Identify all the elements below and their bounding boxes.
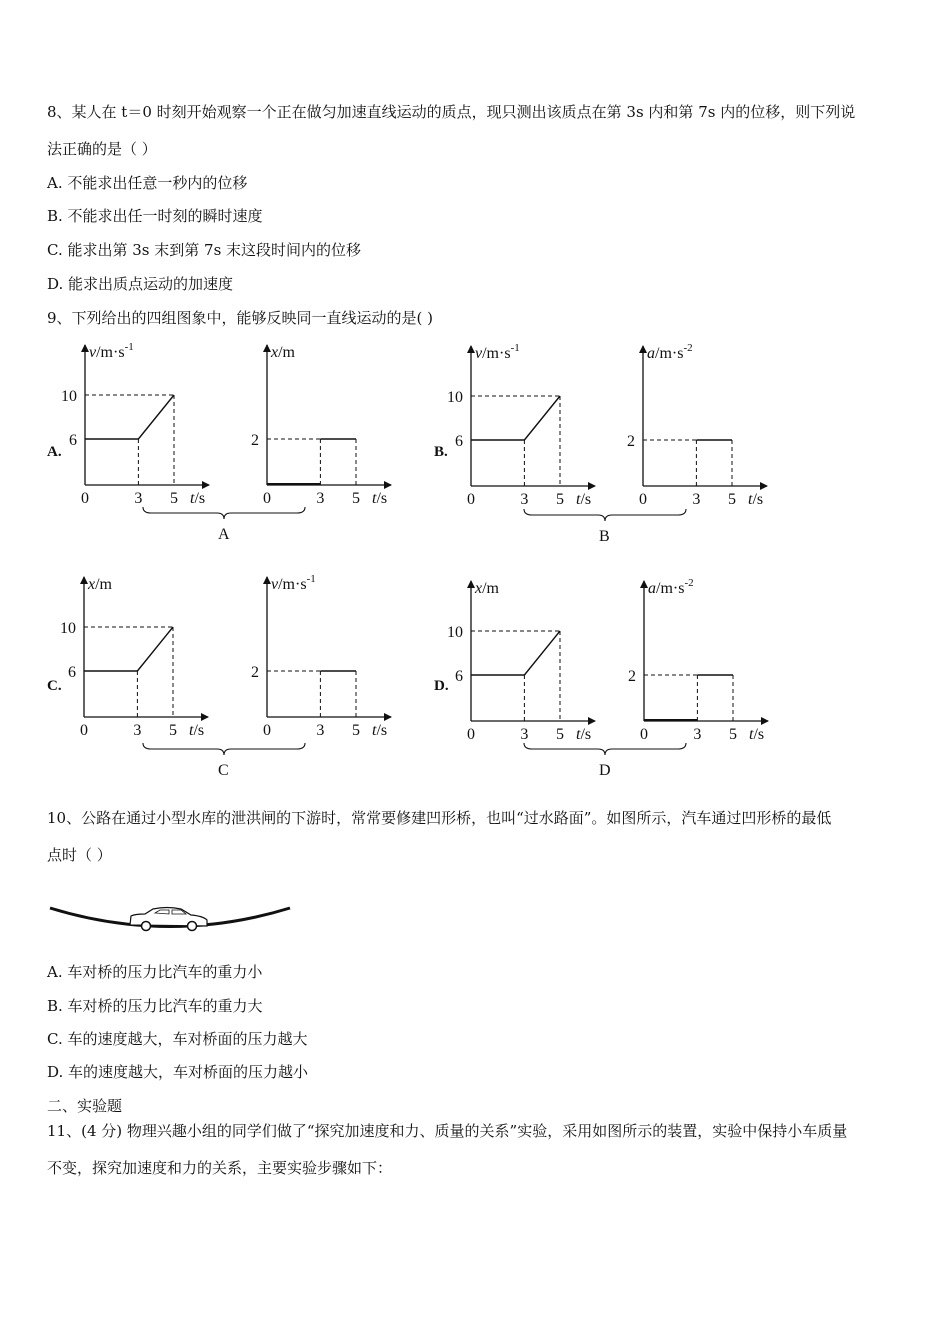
q10-option-b: B. 车对桥的压力比汽车的重力大	[47, 997, 263, 1015]
y-tick-label: 6	[455, 668, 463, 685]
q8-option-a: A. 不能求出任意一秒内的位移	[47, 174, 248, 192]
x-tick-label: 0	[467, 491, 475, 508]
group-brace-label: C	[218, 762, 229, 779]
data-line	[85, 395, 174, 439]
x-tick-label: 5	[352, 722, 360, 739]
t-axis-label: t/s	[190, 490, 206, 507]
x-tick-label: 3	[316, 490, 325, 507]
concave-bridge-figure	[45, 893, 305, 943]
x-tick-label: 5	[170, 490, 178, 507]
x-tick-label: 5	[729, 726, 737, 743]
t-axis-label: t/s	[576, 491, 592, 508]
y-tick-label: 10	[60, 620, 76, 637]
x-tick-label: 3	[692, 491, 701, 508]
data-line	[471, 631, 560, 675]
data-line	[471, 396, 560, 440]
y-tick-label: 6	[69, 432, 77, 449]
graph-a-right	[251, 344, 391, 507]
graph-b-right	[627, 342, 767, 508]
q10-option-a: A. 车对桥的压力比汽车的重力小	[47, 963, 263, 981]
x-tick-label: 5	[728, 491, 736, 508]
x-tick-label: 3	[520, 491, 529, 508]
group-brace	[143, 743, 305, 755]
x-tick-label: 0	[263, 490, 271, 507]
t-axis-label: t/s	[749, 726, 765, 743]
x-tick-label: 3	[316, 722, 325, 739]
y-axis-label: $v/m\cdot s^{-1}$	[271, 573, 316, 593]
y-tick-label: 10	[61, 388, 77, 405]
graph-d-left	[434, 580, 595, 743]
graph-c-right	[251, 573, 391, 739]
y-axis-label: x/m	[271, 344, 295, 361]
q10-stem-line1: 10、公路在通过小型水库的泄洪闸的下游时，常常要修建凹形桥，也叫“过水路面”。如图所示，汽车通过凹形桥的最低	[47, 809, 832, 827]
y-tick-label: 10	[447, 624, 463, 641]
q9-graph-panel	[0, 335, 950, 785]
x-tick-label: 0	[81, 490, 89, 507]
q8-stem-line2: 法正确的是（ ）	[47, 140, 157, 158]
t-axis-label: t/s	[372, 722, 388, 739]
y-axis-label: $a/m\cdot s^{-2}$	[648, 577, 694, 597]
y-axis-label: $v/m\cdot s^{-1}$	[475, 342, 520, 362]
y-tick-label: 6	[68, 664, 76, 681]
group-brace	[524, 509, 686, 521]
group-brace-label: D	[599, 762, 611, 779]
x-tick-label: 3	[520, 726, 529, 743]
option-letter: A.	[47, 444, 62, 460]
q10-option-d: D. 车的速度越大，车对桥面的压力越小	[47, 1063, 309, 1081]
q8-option-d: D. 能求出质点运动的加速度	[47, 275, 234, 293]
group-brace-label: A	[218, 526, 230, 543]
x-tick-label: 5	[169, 722, 177, 739]
data-line	[84, 627, 173, 671]
option-letter: C.	[47, 678, 62, 694]
graph-group-b	[434, 342, 767, 545]
t-axis-label: t/s	[372, 490, 388, 507]
t-axis-label: t/s	[748, 491, 764, 508]
y-axis-label: x/m	[88, 576, 112, 593]
x-tick-label: 0	[467, 726, 475, 743]
x-tick-label: 0	[639, 491, 647, 508]
x-tick-label: 0	[640, 726, 648, 743]
group-brace	[143, 507, 305, 519]
x-tick-label: 3	[693, 726, 702, 743]
graph-d-right	[628, 577, 768, 743]
q10-option-c: C. 车的速度越大，车对桥面的压力越大	[47, 1030, 308, 1048]
section-heading: 二、实验题	[47, 1097, 123, 1115]
group-brace	[524, 743, 686, 755]
q11-stem-line2: 不变，探究加速度和力的关系，主要实验步骤如下：	[47, 1159, 393, 1177]
option-letter: B.	[434, 444, 448, 460]
q8-option-b: B. 不能求出任一时刻的瞬时速度	[47, 207, 263, 225]
y-tick-label: 10	[447, 389, 463, 406]
y-tick-label: 2	[628, 668, 636, 685]
y-axis-label: $a/m\cdot s^{-2}$	[647, 342, 693, 362]
x-tick-label: 3	[134, 490, 143, 507]
group-brace-label: B	[599, 528, 610, 545]
y-axis-label: x/m	[475, 580, 499, 597]
graph-group-c	[47, 573, 391, 779]
y-tick-label: 2	[251, 432, 259, 449]
y-axis-label: $v/m\cdot s^{-1}$	[89, 341, 134, 361]
graph-b-left	[434, 342, 595, 508]
q9-stem: 9、下列给出的四组图象中，能够反映同一直线运动的是( )	[47, 309, 434, 327]
option-letter: D.	[434, 678, 449, 694]
y-tick-label: 2	[251, 664, 259, 681]
y-tick-label: 2	[627, 433, 635, 450]
graph-group-a	[47, 341, 391, 543]
x-tick-label: 3	[133, 722, 142, 739]
q8-option-c: C. 能求出第 3s 末到第 7s 末这段时间内的位移	[47, 241, 362, 259]
x-tick-label: 0	[80, 722, 88, 739]
q11-stem-line1: 11、(4 分) 物理兴趣小组的同学们做了“探究加速度和力、质量的关系”实验，采用如图所示的装置，实验中保持小车质量	[47, 1122, 848, 1140]
graph-group-d	[434, 577, 768, 779]
x-tick-label: 5	[352, 490, 360, 507]
x-tick-label: 5	[556, 726, 564, 743]
x-tick-label: 5	[556, 491, 564, 508]
q10-stem-line2: 点时（ ）	[47, 846, 112, 864]
graph-a-left	[47, 341, 209, 507]
graph-c-left	[47, 576, 208, 739]
t-axis-label: t/s	[189, 722, 205, 739]
t-axis-label: t/s	[576, 726, 592, 743]
y-tick-label: 6	[455, 433, 463, 450]
q8-stem-line1: 8、某人在 t＝0 时刻开始观察一个正在做匀加速直线运动的质点，现只测出该质点在第 3s 内和第 7s 内的位移，则下列说	[47, 103, 856, 121]
x-tick-label: 0	[263, 722, 271, 739]
